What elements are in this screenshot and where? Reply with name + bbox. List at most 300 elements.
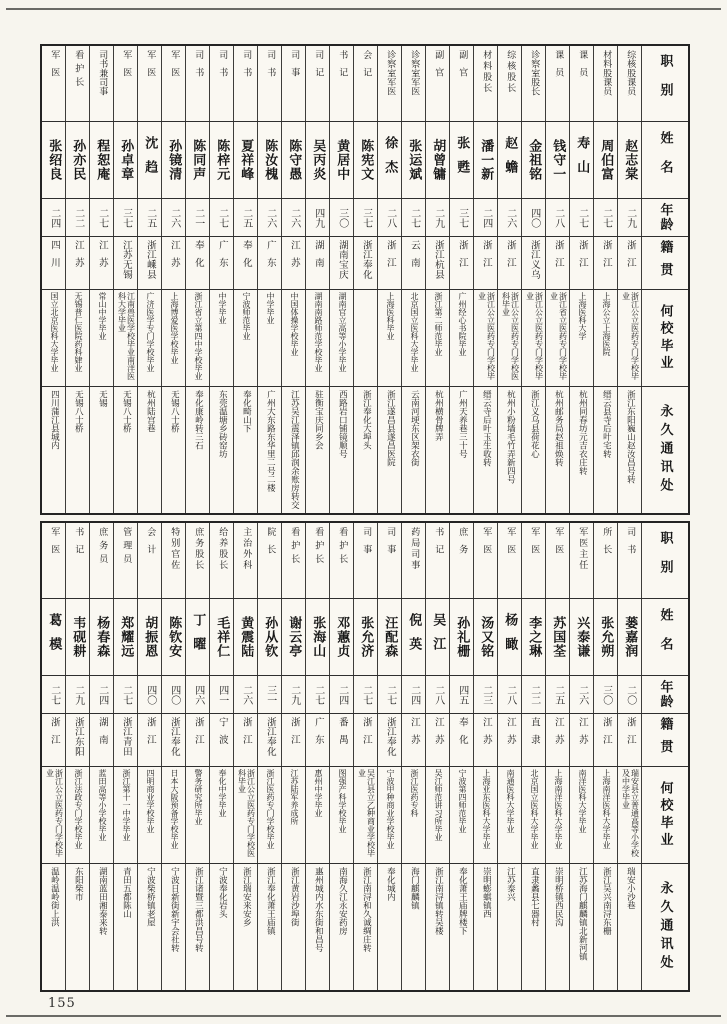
age-cell [282, 676, 306, 713]
school-cell [498, 290, 522, 386]
address-cell [570, 387, 594, 513]
origin-text: 浙江杭县 [432, 240, 444, 280]
school-text: 浙江第二师范毕业 [433, 292, 443, 356]
school-text: 常山中学毕业 [97, 292, 107, 340]
school-text: 湖南南路师范学校毕业 [313, 292, 323, 372]
name-cell [210, 122, 234, 198]
title-cell [354, 46, 378, 121]
title-text: 综核股长 [505, 50, 516, 94]
row-header-school [642, 767, 688, 863]
origin-cell [522, 237, 546, 289]
row-header-label: 职别 [657, 54, 673, 113]
origin-cell [186, 237, 210, 289]
name-cell [378, 122, 402, 198]
title-cell [426, 523, 450, 598]
row-header-label: 何校毕业 [657, 780, 673, 850]
title-cell [282, 46, 306, 121]
title-cell [258, 46, 282, 121]
table-row-origin [42, 237, 688, 290]
title-cell [330, 46, 354, 121]
name-text: 张运斌 [406, 138, 422, 182]
age-text: 二七 [48, 684, 60, 705]
title-text: 看护长 [73, 50, 84, 91]
age-text: 二七 [600, 207, 612, 228]
name-text: 杨瞰 [502, 612, 518, 662]
title-cell [66, 523, 90, 598]
address-cell [258, 387, 282, 513]
age-cell [186, 199, 210, 236]
address-text: 浙江奉化萧王庙镇 [265, 867, 276, 935]
age-cell [66, 199, 90, 236]
address-text: 江苏泰兴 [505, 867, 516, 901]
origin-text: 浙江东阳 [72, 717, 84, 757]
school-text: 北京国立医科大学毕业 [529, 769, 539, 849]
name-text: 孙卓章 [118, 138, 134, 182]
name-text: 赵蟾 [502, 135, 518, 185]
school-text: 宁波第四师范毕业 [457, 769, 467, 833]
age-text: 二九 [624, 207, 636, 228]
age-cell [258, 199, 282, 236]
origin-cell [474, 714, 498, 766]
school-cell [330, 767, 354, 863]
title-cell [234, 523, 258, 598]
origin-cell [570, 237, 594, 289]
row-header-school [642, 290, 688, 386]
address-text: 四川蒲江县城内 [49, 390, 60, 450]
origin-cell [138, 237, 162, 289]
address-text: 奉化畸山下 [241, 390, 252, 433]
title-cell [570, 46, 594, 121]
age-cell [594, 676, 618, 713]
age-text: 二五 [552, 684, 564, 705]
address-text: 奉化萧王庙牌楼下 [457, 867, 468, 935]
title-cell [594, 46, 618, 121]
age-cell [114, 199, 138, 236]
origin-cell [426, 714, 450, 766]
name-cell [618, 122, 642, 198]
age-cell [90, 676, 114, 713]
title-cell [474, 523, 498, 598]
origin-text: 浙江 [624, 717, 636, 753]
age-text: 二五 [144, 207, 156, 228]
table-row-name [42, 122, 688, 199]
title-text: 书记 [73, 527, 84, 563]
age-text: 二八 [552, 207, 564, 228]
age-cell [42, 676, 66, 713]
title-text: 庶务员 [97, 527, 108, 568]
age-text: 三一 [264, 684, 276, 705]
name-text: 葛模 [46, 612, 62, 662]
origin-text: 湖南宝庆 [336, 240, 348, 280]
title-text: 药局司事 [409, 527, 420, 571]
age-cell [330, 199, 354, 236]
origin-text: 浙江奉化 [384, 717, 396, 757]
school-text: 浙江公立医药专门学校毕业 [45, 769, 64, 857]
name-text: 孙亦民 [70, 138, 86, 182]
address-cell [450, 864, 474, 990]
name-cell [90, 599, 114, 675]
origin-text: 浙江 [144, 717, 156, 753]
age-text: 二七 [312, 684, 324, 705]
title-cell [114, 46, 138, 121]
school-cell [186, 767, 210, 863]
name-cell [114, 122, 138, 198]
school-cell [66, 767, 90, 863]
school-cell [546, 290, 570, 386]
title-text: 司事 [361, 527, 372, 563]
origin-text: 江苏 [72, 240, 84, 276]
age-text: 二〇 [624, 684, 636, 705]
school-text: 浙江医药专科 [409, 769, 419, 817]
origin-text: 浙江 [504, 240, 516, 276]
origin-cell [498, 237, 522, 289]
title-cell [594, 523, 618, 598]
school-text: 上海亚东医科大学毕业 [481, 769, 491, 849]
age-text: 四一 [216, 684, 228, 705]
address-text: 浙江黄岩沙埠街 [289, 867, 300, 927]
school-cell [114, 290, 138, 386]
title-text: 军医 [529, 527, 540, 563]
school-cell [450, 767, 474, 863]
origin-cell [378, 237, 402, 289]
age-cell [450, 676, 474, 713]
row-header-name [642, 599, 688, 675]
address-cell [90, 387, 114, 513]
school-text: 浙江第十一中学毕业 [121, 769, 131, 841]
address-text: 无锡八士桥 [169, 390, 180, 433]
address-text: 无锡八士桥 [73, 390, 84, 433]
age-cell [114, 676, 138, 713]
roster-table-lower [40, 521, 690, 992]
address-cell [354, 387, 378, 513]
origin-text: 广东 [264, 240, 276, 276]
origin-text: 直隶 [528, 717, 540, 753]
address-text: 无锡 [97, 390, 108, 407]
table-row-age [42, 676, 688, 714]
age-cell [474, 676, 498, 713]
address-cell [138, 864, 162, 990]
address-cell [282, 387, 306, 513]
name-cell [138, 122, 162, 198]
address-cell [42, 387, 66, 513]
origin-cell [162, 714, 186, 766]
name-text: 兴泰谦 [574, 615, 590, 659]
name-text: 汤又铭 [478, 615, 494, 659]
title-cell [618, 523, 642, 598]
origin-text: 广东 [312, 717, 324, 753]
school-text: 惠州中学毕业 [313, 769, 323, 817]
address-cell [186, 387, 210, 513]
age-text: 二六 [240, 684, 252, 705]
title-text: 会计 [145, 527, 156, 563]
age-cell [234, 676, 258, 713]
origin-cell [594, 714, 618, 766]
age-text: 三七 [120, 207, 132, 228]
roster-table-upper [40, 44, 690, 515]
school-cell [42, 290, 66, 386]
address-text: 浙江义乌县荷花心 [529, 390, 540, 458]
name-cell [594, 599, 618, 675]
address-text: 浙江东阳巍山赵汝昌号转 [625, 390, 636, 484]
name-text: 苏国荃 [550, 615, 566, 659]
name-text: 谢云亭 [286, 615, 302, 659]
age-text: 二六 [288, 207, 300, 228]
address-text: 奉化城内 [385, 867, 396, 901]
origin-text: 江苏 [552, 717, 564, 753]
title-cell [378, 46, 402, 121]
origin-text: 浙江 [48, 717, 60, 753]
origin-text: 江苏 [408, 717, 420, 753]
address-cell [402, 387, 426, 513]
origin-cell [546, 237, 570, 289]
name-cell [450, 122, 474, 198]
address-cell [258, 864, 282, 990]
address-text: 云南河埂东区架衣街 [409, 390, 420, 467]
origin-cell [522, 714, 546, 766]
school-text: 浙江医药专门学校毕业 [265, 769, 275, 849]
title-cell [210, 523, 234, 598]
age-cell [378, 676, 402, 713]
name-text: 夏祥峰 [238, 138, 254, 182]
school-text: 上海医科大学 [577, 292, 587, 340]
school-cell [378, 767, 402, 863]
name-text: 邓蕙贞 [334, 615, 350, 659]
school-text: 上海博爱医学校毕业 [169, 292, 179, 364]
school-cell [594, 290, 618, 386]
address-text: 杭州邮务局赵祖焕转 [553, 390, 564, 467]
name-text: 陈梓元 [214, 138, 230, 182]
origin-text: 浙江奉化 [264, 717, 276, 757]
row-header-age [642, 676, 688, 713]
title-cell [42, 46, 66, 121]
origin-cell [114, 714, 138, 766]
title-cell [186, 523, 210, 598]
age-text: 四〇 [168, 684, 180, 705]
table-row-name [42, 599, 688, 676]
age-cell [330, 676, 354, 713]
age-text: 二七 [384, 684, 396, 705]
origin-text: 江苏 [432, 717, 444, 753]
school-cell [234, 290, 258, 386]
name-text: 陈汝槐 [262, 138, 278, 182]
name-cell [594, 122, 618, 198]
address-text: 杭州小粉墙毛竹弄新四号 [505, 390, 516, 484]
age-text: 二八 [384, 207, 396, 228]
name-text: 胡曾镛 [430, 138, 446, 182]
origin-cell [42, 714, 66, 766]
age-text: 二七 [96, 207, 108, 228]
age-cell [426, 199, 450, 236]
school-cell [522, 290, 546, 386]
title-text: 给养股长 [217, 527, 228, 571]
origin-text: 云南 [408, 240, 420, 276]
origin-cell [354, 237, 378, 289]
title-text: 诊察室军医 [385, 50, 396, 96]
row-header-label: 年龄 [657, 679, 673, 710]
origin-cell [234, 714, 258, 766]
age-text: 二七 [120, 684, 132, 705]
title-text: 庶务 [457, 527, 468, 563]
name-cell [522, 122, 546, 198]
address-text: 浙江瑞安来安乡 [241, 867, 252, 927]
address-text: 缙云寺后叶玉生收转 [481, 390, 492, 467]
title-cell [258, 523, 282, 598]
address-cell [594, 387, 618, 513]
school-cell [90, 767, 114, 863]
address-cell [378, 864, 402, 990]
school-text: 浙江公立医药专门学校医科毕业 [501, 292, 520, 380]
title-text: 材料股长 [481, 50, 492, 94]
personnel-roster [40, 44, 690, 992]
school-text: 浙江公立医药专门学校医科毕业 [237, 769, 256, 857]
origin-cell [282, 237, 306, 289]
name-text: 李之琳 [526, 615, 542, 659]
name-cell [306, 122, 330, 198]
age-cell [138, 676, 162, 713]
row-header-address [642, 387, 688, 513]
age-text: 二六 [576, 684, 588, 705]
school-cell [354, 767, 378, 863]
address-text: 浙江吴兴南浔东栅 [601, 867, 612, 935]
name-cell [378, 599, 402, 675]
school-text: 蓝田高等小学校毕业 [97, 769, 107, 841]
origin-cell [258, 714, 282, 766]
origin-cell [210, 237, 234, 289]
school-cell [378, 290, 402, 386]
age-text: 四五 [456, 684, 468, 705]
title-cell [138, 523, 162, 598]
table-row-address [42, 864, 688, 990]
age-cell [474, 199, 498, 236]
title-cell [162, 523, 186, 598]
age-cell [162, 199, 186, 236]
age-text: 二六 [168, 207, 180, 228]
age-cell [618, 676, 642, 713]
school-cell [474, 767, 498, 863]
school-cell [90, 290, 114, 386]
name-cell [474, 122, 498, 198]
age-text: 三〇 [336, 207, 348, 228]
name-cell [306, 599, 330, 675]
title-cell [186, 46, 210, 121]
origin-text: 浙江义乌 [528, 240, 540, 280]
school-text: 图强产科学校毕业 [337, 769, 347, 833]
school-cell [522, 767, 546, 863]
title-text: 院长 [265, 527, 276, 563]
origin-text: 四川 [48, 240, 60, 276]
address-text: 浙江遂昌县遂昌医院 [385, 390, 396, 467]
title-cell [210, 46, 234, 121]
title-cell [522, 46, 546, 121]
school-cell [402, 767, 426, 863]
school-text: 上海公立上海医院 [601, 292, 611, 356]
title-cell [402, 46, 426, 121]
school-cell [498, 767, 522, 863]
age-cell [306, 199, 330, 236]
title-text: 诊察室军医 [409, 50, 420, 96]
school-text: 北京国立医科大学毕业 [409, 292, 419, 372]
title-cell [498, 46, 522, 121]
origin-text: 浙江 [240, 717, 252, 753]
origin-text: 湖南 [312, 240, 324, 276]
origin-text: 浙江嵊县 [144, 240, 156, 280]
address-cell [378, 387, 402, 513]
school-text: 宁波师范毕业 [241, 292, 251, 340]
origin-cell [330, 237, 354, 289]
name-text: 张允朔 [598, 615, 614, 659]
title-cell [354, 523, 378, 598]
school-text: 浙江省立第四中学校毕业 [193, 292, 203, 380]
school-cell [258, 767, 282, 863]
address-text: 江苏海门麒麟镇北新河镇 [577, 867, 588, 961]
age-cell [210, 199, 234, 236]
age-text: 二九 [288, 684, 300, 705]
school-cell [42, 767, 66, 863]
address-cell [306, 387, 330, 513]
table-row-age [42, 199, 688, 237]
origin-text: 江苏无锡 [120, 240, 132, 280]
name-cell [570, 122, 594, 198]
name-text: 周伯富 [598, 138, 614, 182]
address-cell [114, 864, 138, 990]
origin-text: 番禺 [336, 717, 348, 753]
name-cell [474, 599, 498, 675]
title-cell [282, 523, 306, 598]
address-cell [594, 864, 618, 990]
name-text: 吴丙炎 [310, 138, 326, 182]
name-text: 张甦 [454, 135, 470, 185]
school-text: 国立北京医科大学毕业 [49, 292, 59, 372]
origin-text: 奉化 [192, 240, 204, 276]
row-header-label: 姓名 [657, 130, 673, 190]
school-cell [306, 290, 330, 386]
age-cell [162, 676, 186, 713]
school-cell [234, 767, 258, 863]
origin-cell [90, 714, 114, 766]
origin-text: 浙江 [192, 717, 204, 753]
school-text: 浙江公立医药专门学校毕业 [525, 292, 544, 380]
age-text: 二二 [528, 684, 540, 705]
origin-text: 江苏 [168, 240, 180, 276]
age-cell [354, 199, 378, 236]
origin-text: 浙江 [552, 240, 564, 276]
address-cell [114, 387, 138, 513]
name-cell [402, 599, 426, 675]
name-text: 寿山 [574, 135, 590, 185]
title-cell [474, 46, 498, 121]
address-text: 东阳柴市 [73, 867, 84, 901]
name-text: 丁曜 [190, 612, 206, 662]
age-cell [450, 199, 474, 236]
origin-cell [162, 237, 186, 289]
origin-text: 浙江 [288, 717, 300, 753]
school-cell [186, 290, 210, 386]
title-text: 课员 [553, 50, 564, 86]
origin-cell [186, 714, 210, 766]
age-text: 二二 [72, 207, 84, 228]
name-cell [498, 122, 522, 198]
name-cell [546, 122, 570, 198]
school-cell [306, 767, 330, 863]
origin-text: 浙江 [360, 717, 372, 753]
age-text: 三七 [456, 207, 468, 228]
age-text: 四〇 [528, 207, 540, 228]
age-text: 三〇 [600, 684, 612, 705]
name-text: 陈宪文 [358, 138, 374, 182]
origin-cell [258, 237, 282, 289]
address-cell [186, 864, 210, 990]
origin-text: 江苏 [96, 240, 108, 276]
